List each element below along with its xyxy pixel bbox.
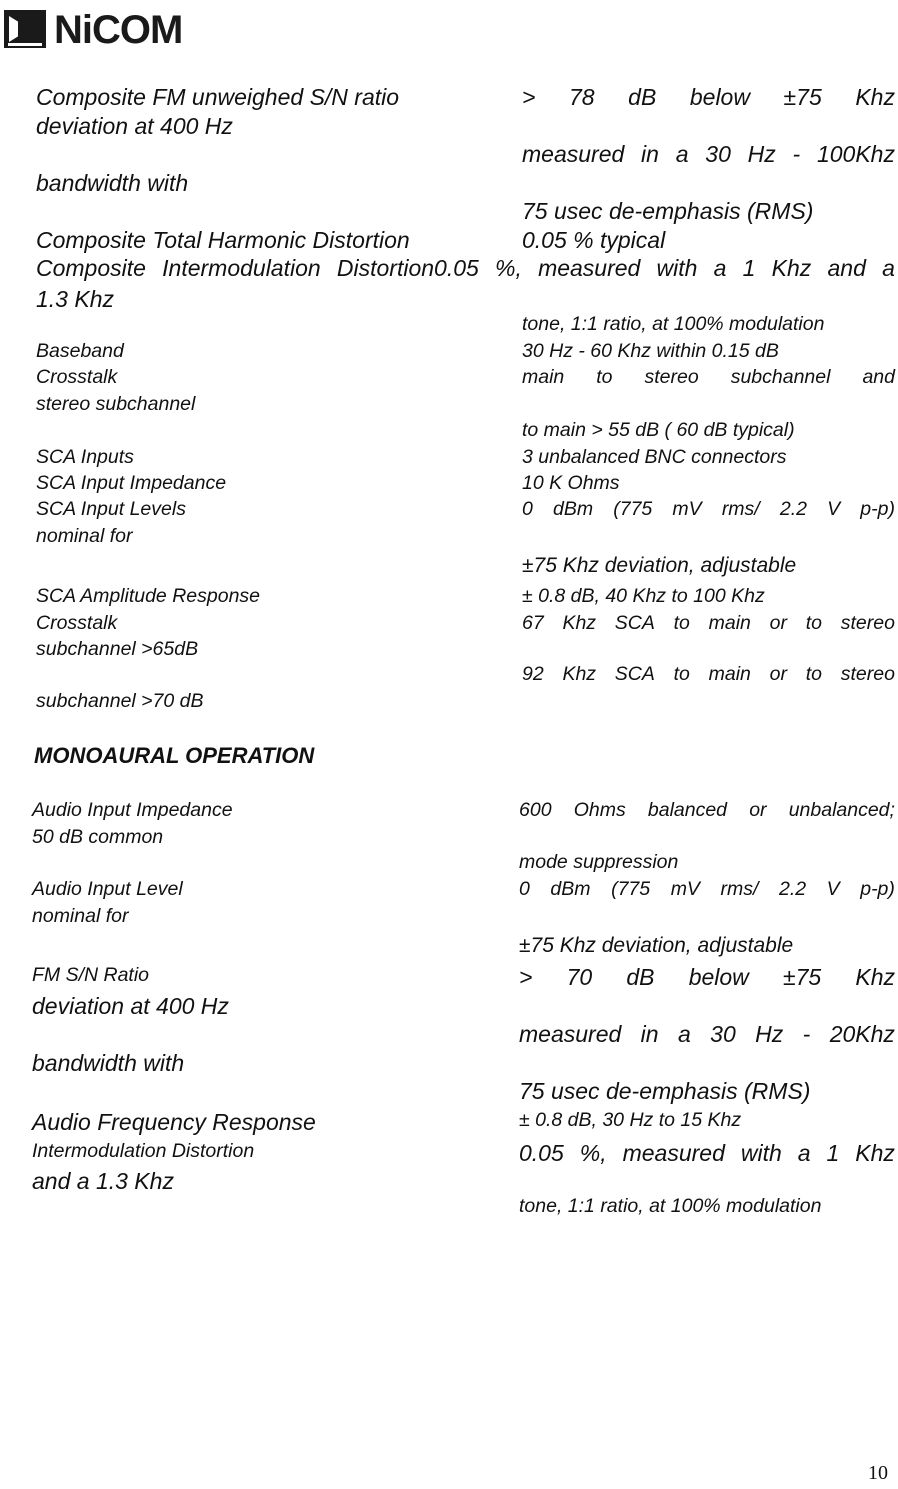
spec-value: tone, 1:1 ratio, at 100% modulation [519, 1195, 822, 1217]
spec-word: a [675, 141, 689, 167]
spec-word: 67 [522, 612, 544, 634]
spec-label: SCA Inputs [36, 446, 134, 468]
spec-value: 3 unbalanced BNC connectors [522, 446, 787, 468]
spec-word: and [862, 366, 895, 388]
spec-value: 0.05 % typical [522, 227, 666, 253]
spec-word: - [802, 1021, 811, 1047]
spec-word: rms/ [721, 498, 760, 520]
spec-value: 10 K Ohms [522, 472, 620, 494]
spec-value-justified [522, 368, 895, 388]
spec-word: SCA [614, 663, 655, 685]
spec-word: Hz [747, 141, 776, 167]
spec-label: Audio Input Level [32, 878, 183, 900]
spec-word: in [641, 141, 659, 167]
spec-label: SCA Input Impedance [36, 472, 227, 494]
spec-word: or [769, 612, 787, 634]
spec-word: in [640, 1021, 659, 1047]
spec-word: Intermodulation [162, 255, 321, 281]
spec-word: Khz [562, 663, 597, 685]
spec-word: a [713, 255, 727, 281]
spec-value: ± 0.8 dB, 40 Khz to 100 Khz [522, 585, 765, 607]
spec-label: Audio Frequency Response [32, 1109, 316, 1135]
spec-label: Composite Total Harmonic Distortion [36, 227, 410, 253]
spec-word: 0 [519, 878, 530, 900]
spec-word: mV [670, 878, 700, 900]
spec-word: ±75 [783, 84, 822, 110]
spec-value-justified [522, 665, 895, 685]
spec-value: to main > 55 dB ( 60 dB typical) [522, 419, 795, 441]
spec-word: to [673, 612, 690, 634]
spec-word: unbalanced; [788, 799, 895, 821]
spec-value: ± 0.8 dB, 30 Hz to 15 Khz [519, 1109, 742, 1131]
spec-word: to [673, 663, 690, 685]
spec-value-justified [519, 880, 895, 900]
spec-value: 75 usec de-emphasis (RMS) [522, 198, 814, 224]
spec-word: or [769, 663, 787, 685]
spec-label: nominal for [36, 525, 133, 547]
spec-word: 2.2 [779, 498, 807, 520]
spec-value-justified [522, 143, 895, 166]
spec-value-justified [522, 86, 895, 109]
spec-value: 75 usec de-emphasis (RMS) [519, 1078, 811, 1104]
spec-word: - [792, 141, 801, 167]
spec-label: deviation at 400 Hz [36, 113, 233, 139]
spec-word: main [522, 366, 565, 388]
spec-word: Distortion0.05 [336, 255, 479, 281]
spec-word: dB [626, 964, 655, 990]
spec-value: ±75 Khz deviation, adjustable [522, 554, 797, 577]
spec-word: mV [672, 498, 702, 520]
spec-word: stereo [840, 663, 895, 685]
spec-word: 70 [566, 964, 593, 990]
spec-label: SCA Input Levels [36, 498, 186, 520]
spec-word: a [882, 255, 895, 281]
spec-word: to [805, 612, 822, 634]
spec-word: dBm [550, 878, 591, 900]
spec-word: Hz [755, 1021, 784, 1047]
spec-word: with [656, 255, 698, 281]
spec-word: main [708, 612, 751, 634]
spec-word: V [827, 498, 841, 520]
spec-word: to [805, 663, 822, 685]
spec-label: SCA Amplitude Response [36, 585, 261, 607]
spec-word: with [740, 1140, 782, 1166]
spec-word: V [826, 878, 840, 900]
spec-word: Khz [855, 1140, 895, 1166]
spec-word: 1 [742, 255, 756, 281]
spec-word: 78 [569, 84, 595, 110]
spec-word: 20Khz [829, 1021, 895, 1047]
spec-word: Khz [562, 612, 597, 634]
spec-word: dBm [553, 498, 594, 520]
spec-label: FM S/N Ratio [32, 964, 150, 986]
spec-word: measured [622, 1140, 725, 1166]
spec-line-justified [36, 257, 895, 280]
spec-word: (775 [611, 878, 651, 900]
spec-label: 50 dB common [32, 826, 164, 848]
spec-label: nominal for [32, 905, 129, 927]
spec-label: Audio Input Impedance [32, 799, 233, 821]
spec-word: below [689, 84, 750, 110]
spec-word: or [749, 799, 767, 821]
spec-word: dB [628, 84, 657, 110]
spec-value-justified [519, 1142, 895, 1165]
spec-word: a [797, 1140, 811, 1166]
spec-word: p-p) [860, 878, 895, 900]
spec-word: SCA [614, 612, 655, 634]
spec-value-justified [522, 614, 895, 634]
spec-label: subchannel >65dB [36, 638, 199, 660]
spec-value-justified [519, 1023, 895, 1046]
spec-label: Composite FM unweighed S/N ratio [36, 84, 400, 110]
spec-word: ±75 [782, 964, 822, 990]
spec-label: Crosstalk [36, 612, 118, 634]
spec-word: 0.05 [519, 1140, 564, 1166]
spec-word: below [688, 964, 749, 990]
spec-value: ±75 Khz deviation, adjustable [519, 934, 794, 957]
spec-word: balanced [647, 799, 728, 821]
spec-word: to [596, 366, 613, 388]
spec-word: Ohms [573, 799, 626, 821]
spec-label: Baseband [36, 340, 124, 362]
spec-word: 100Khz [816, 141, 895, 167]
spec-word: 0 [522, 498, 533, 520]
spec-word: > [522, 84, 536, 110]
spec-word: measured [538, 255, 641, 281]
spec-word: a [677, 1021, 691, 1047]
spec-word: measured [519, 1021, 622, 1047]
spec-word: 30 [710, 1021, 736, 1047]
spec-word: %, [579, 1140, 607, 1166]
spec-value-justified [519, 966, 895, 989]
spec-label: subchannel >70 dB [36, 690, 204, 712]
spec-label: and a 1.3 Khz [32, 1168, 174, 1194]
spec-label: Crosstalk [36, 366, 118, 388]
spec-word: main [708, 663, 751, 685]
spec-value: mode suppression [519, 851, 679, 873]
spec-word: rms/ [720, 878, 759, 900]
spec-value: tone, 1:1 ratio, at 100% modulation [522, 313, 825, 335]
spec-word: measured [522, 141, 625, 167]
spec-label: bandwidth with [32, 1050, 185, 1076]
spec-word: stereo [840, 612, 895, 634]
spec-word: Composite [36, 255, 146, 281]
spec-word: 2.2 [778, 878, 807, 900]
spec-value-justified [522, 500, 895, 520]
nicom-logo [4, 6, 234, 54]
spec-label: deviation at 400 Hz [32, 993, 229, 1019]
spec-word: %, [495, 255, 522, 281]
spec-word: Khz [855, 84, 895, 110]
spec-word: > [519, 964, 533, 990]
page-number: 10 [868, 1462, 888, 1484]
logo-text: NiCOM [54, 8, 183, 52]
section-heading: MONOAURAL OPERATION [34, 743, 315, 768]
spec-word: and [827, 255, 866, 281]
spec-label: Intermodulation Distortion [32, 1140, 255, 1162]
spec-word: Khz [855, 964, 895, 990]
arrow-mark-icon [4, 10, 46, 48]
spec-label: stereo subchannel [36, 393, 196, 415]
spec-value: 30 Hz - 60 Khz within 0.15 dB [522, 340, 779, 362]
spec-word: Khz [771, 255, 812, 281]
spec-word: 1 [826, 1140, 840, 1166]
spec-word: 92 [522, 663, 544, 685]
spec-word: stereo [644, 366, 699, 388]
spec-word: (775 [613, 498, 653, 520]
spec-label: bandwidth with [36, 170, 189, 196]
spec-value-justified [519, 801, 895, 821]
spec-label: 1.3 Khz [36, 286, 114, 312]
spec-word: subchannel [730, 366, 831, 388]
spec-word: p-p) [860, 498, 895, 520]
spec-word: 30 [705, 141, 731, 167]
spec-word: 600 [519, 799, 552, 821]
